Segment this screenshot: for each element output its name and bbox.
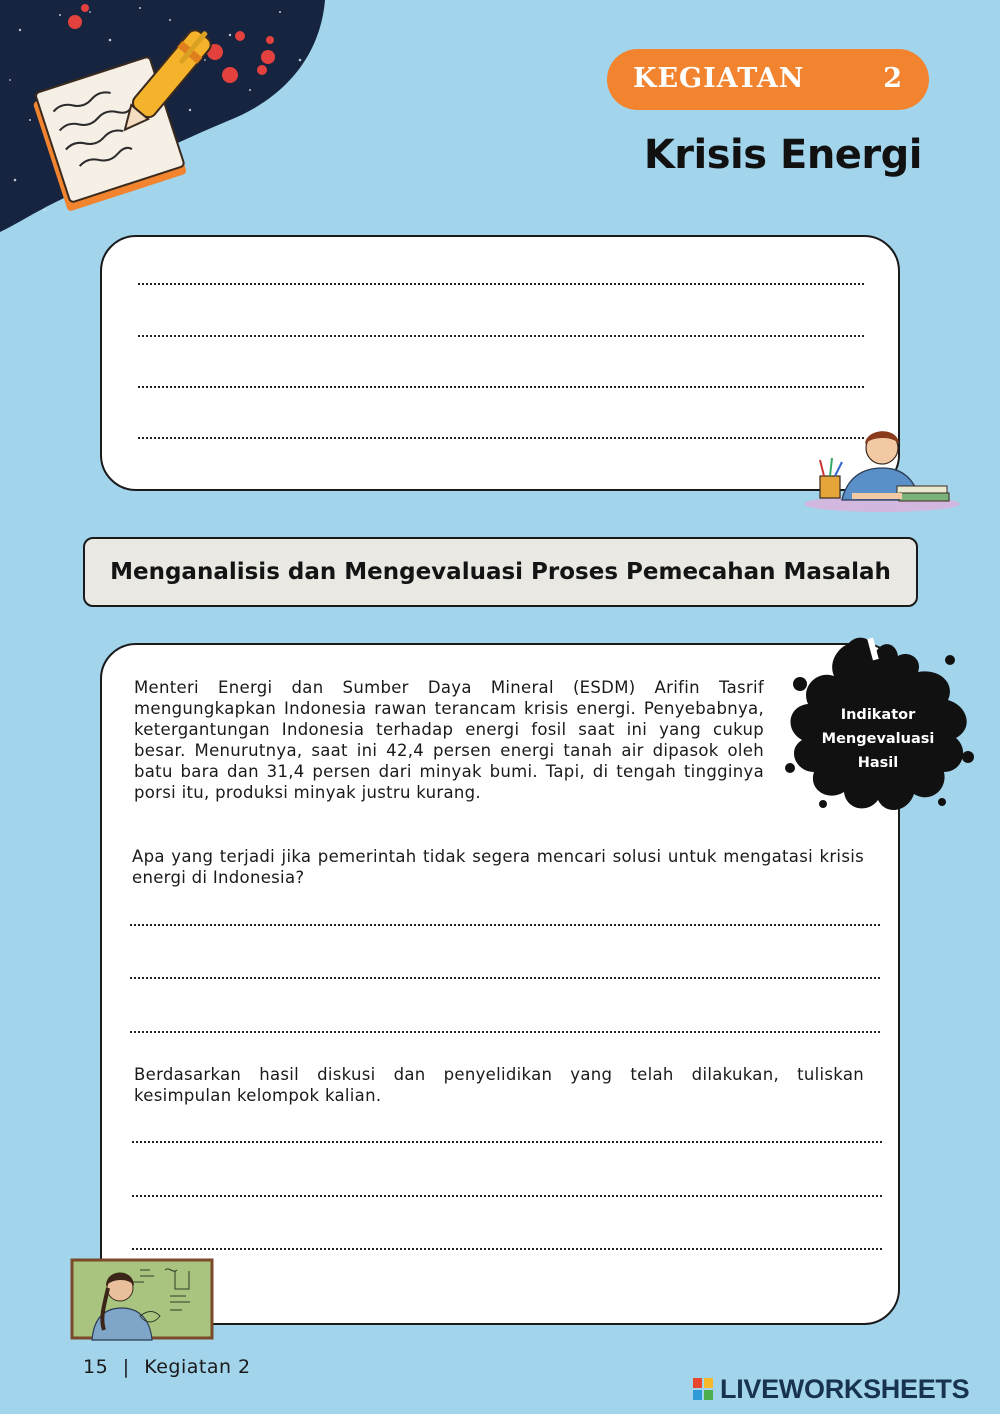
answer-line[interactable] bbox=[130, 977, 880, 979]
answer-line[interactable] bbox=[138, 386, 864, 388]
article-paragraph: Menteri Energi dan Sumber Daya Mineral (ESDM) Arifin Tasrif mengungkapkan Indonesia rawan terancam krisis energi. Penyebabnya, ketergantungan Indonesia terhadap energi fosil saat ini yang cukup besar. Menurutnya, saat ini 42,4 persen energi tanah air dipasok oleh batu bara dan 31,4 persen dari minyak bumi. Tapi, di tengah tingginya porsi itu, produksi minyak justru kurang. bbox=[134, 678, 764, 802]
activity-number: 2 bbox=[883, 63, 903, 94]
answer-line[interactable] bbox=[132, 1248, 882, 1250]
answer-line[interactable] bbox=[132, 1141, 882, 1143]
brand-text: LIVEWORKSHEETS bbox=[720, 1374, 970, 1404]
indicator-line-3: Hasil bbox=[857, 755, 899, 771]
brand-wordmark bbox=[694, 1374, 969, 1405]
student-chalkboard-illustration bbox=[70, 1256, 215, 1341]
footer-separator: | bbox=[122, 1356, 130, 1378]
notebook-pen-illustration bbox=[0, 0, 340, 240]
student-writing-illustration bbox=[802, 418, 962, 518]
answer-card-top bbox=[100, 235, 900, 491]
answer-line[interactable] bbox=[138, 283, 864, 285]
footer-section: Kegiatan 2 bbox=[144, 1356, 251, 1378]
page-footer bbox=[83, 1356, 251, 1378]
page-title: Krisis Energi bbox=[643, 132, 922, 178]
answer-line[interactable] bbox=[130, 924, 880, 926]
indicator-line-1: Indikator bbox=[840, 707, 916, 723]
question-1: Apa yang terjadi jika pemerintah tidak segera mencari solusi untuk mengatasi krisis energi di Indonesia? bbox=[132, 847, 864, 887]
answer-line[interactable] bbox=[138, 437, 864, 439]
activity-label: KEGIATAN bbox=[633, 63, 805, 94]
activity-badge bbox=[607, 49, 929, 110]
answer-line[interactable] bbox=[130, 1031, 880, 1033]
indicator-line-2: Mengevaluasi bbox=[821, 731, 935, 747]
answer-line[interactable] bbox=[132, 1195, 882, 1197]
section-heading: Menganalisis dan Mengevaluasi Proses Pemecahan Masalah bbox=[83, 537, 918, 607]
page-number: 15 bbox=[83, 1356, 109, 1378]
indicator-label bbox=[808, 703, 948, 775]
question-2: Berdasarkan hasil diskusi dan penyelidikan yang telah dilakukan, tuliskan kesimpulan kelompok kalian. bbox=[134, 1065, 864, 1105]
answer-line[interactable] bbox=[138, 335, 864, 337]
